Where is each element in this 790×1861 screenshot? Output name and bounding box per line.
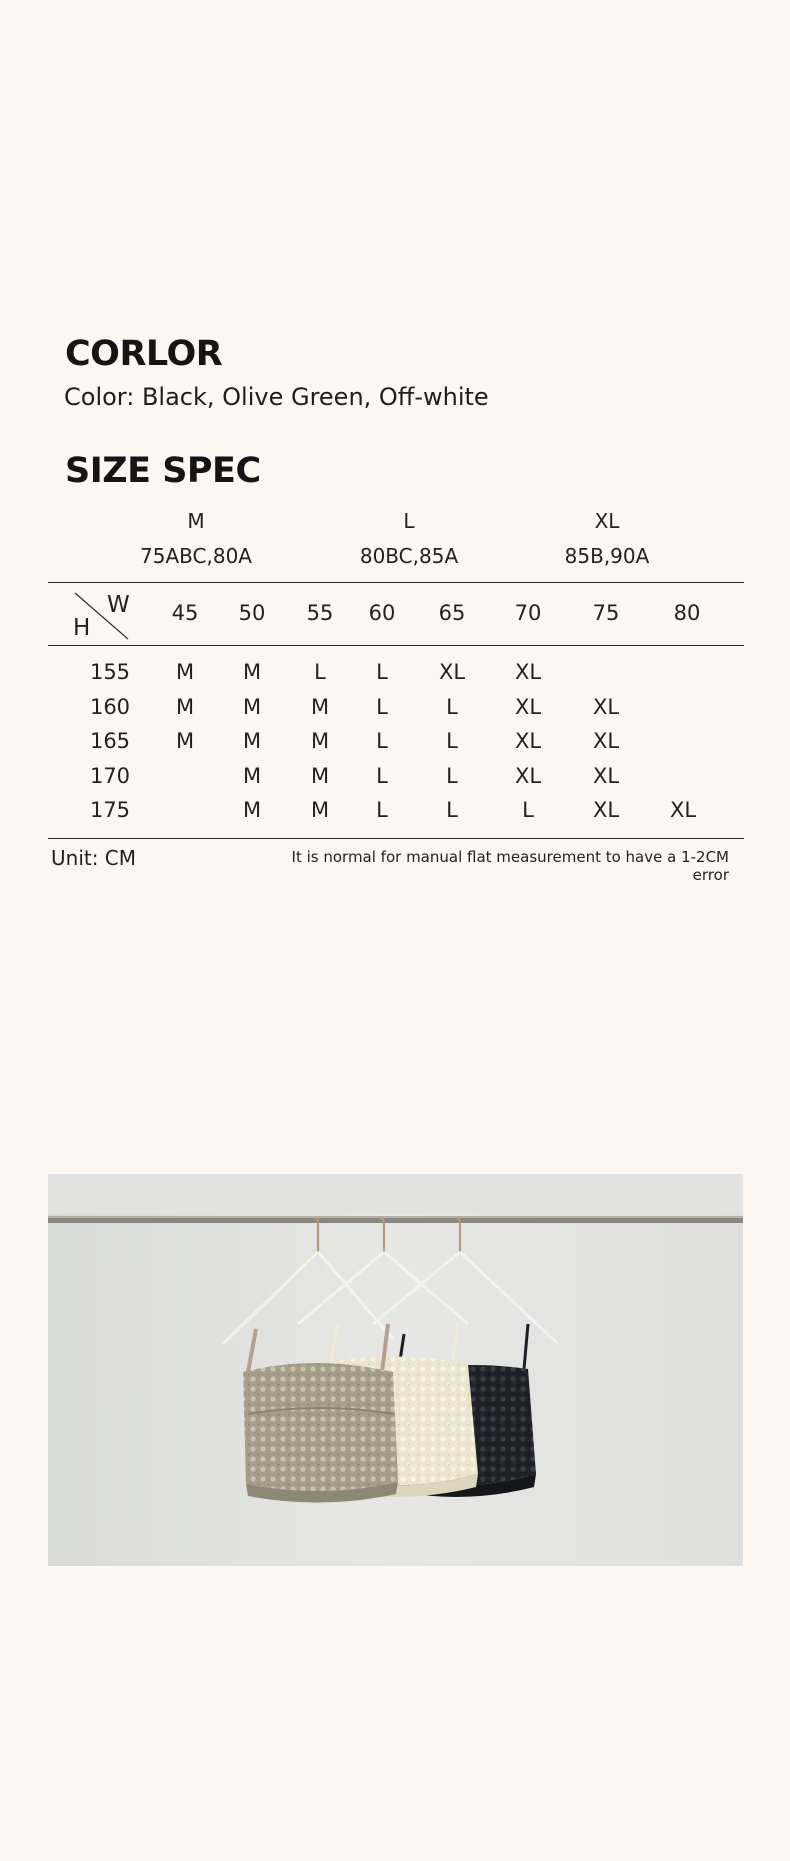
table-cell: L [446,764,458,788]
weight-70: 70 [514,601,542,625]
weight-75: 75 [592,601,620,625]
size-spec-title: SIZE SPEC [65,451,261,491]
table-cell: L [314,660,326,684]
color-section-title: CORLOR [65,334,223,374]
table-cell: M [242,798,262,822]
table-cell: L [376,695,388,719]
size-group-l-label: L [403,509,415,533]
weight-50: 50 [238,601,266,625]
table-cell: XL [592,729,620,753]
table-cell: M [175,660,195,684]
size-group-m-cups: 75ABC,80A [140,544,252,568]
table-cell: M [242,764,262,788]
table-cell: L [522,798,534,822]
table-cell: M [310,798,330,822]
table-top-rule [48,582,744,583]
table-cell: M [310,764,330,788]
table-cell: M [242,660,262,684]
row-height: 170 [89,764,131,788]
table-cell: M [175,695,195,719]
weight-45: 45 [171,601,199,625]
table-cell: XL [514,729,542,753]
header-height-label: H [73,615,91,641]
table-cell: M [242,695,262,719]
table-cell: XL [514,660,542,684]
table-cell: M [310,729,330,753]
size-group-xl-cups: 85B,90A [564,544,650,568]
table-header-rule [48,645,744,646]
size-group-xl-label: XL [594,509,620,533]
table-cell: XL [669,798,697,822]
row-height: 160 [89,695,131,719]
table-cell: L [376,729,388,753]
table-cell: L [446,695,458,719]
table-cell: XL [438,660,466,684]
table-cell: L [376,764,388,788]
row-height: 175 [89,798,131,822]
table-cell: M [242,729,262,753]
row-height: 155 [89,660,131,684]
table-cell: M [310,695,330,719]
color-list-text: Color: Black, Olive Green, Off-white [64,383,489,411]
table-cell: L [446,729,458,753]
table-cell: L [446,798,458,822]
unit-note: Unit: CM [51,846,137,870]
table-cell: XL [592,764,620,788]
product-photo [48,1174,743,1566]
size-group-m-label: M [187,509,205,533]
header-weight-label: W [107,592,130,618]
size-group-l-cups: 80BC,85A [359,544,459,568]
table-cell: L [376,798,388,822]
table-cell: XL [592,695,620,719]
table-cell: XL [592,798,620,822]
weight-65: 65 [438,601,466,625]
table-cell: M [175,729,195,753]
weight-60: 60 [368,601,396,625]
product-illustration [48,1174,743,1566]
table-bottom-rule [48,838,744,839]
table-cell: L [376,660,388,684]
measurement-error-note: It is normal for manual flat measurement to have a 1-2CM error [291,848,729,884]
row-height: 165 [89,729,131,753]
weight-80: 80 [673,601,701,625]
table-cell: XL [514,695,542,719]
weight-55: 55 [306,601,334,625]
table-cell: XL [514,764,542,788]
